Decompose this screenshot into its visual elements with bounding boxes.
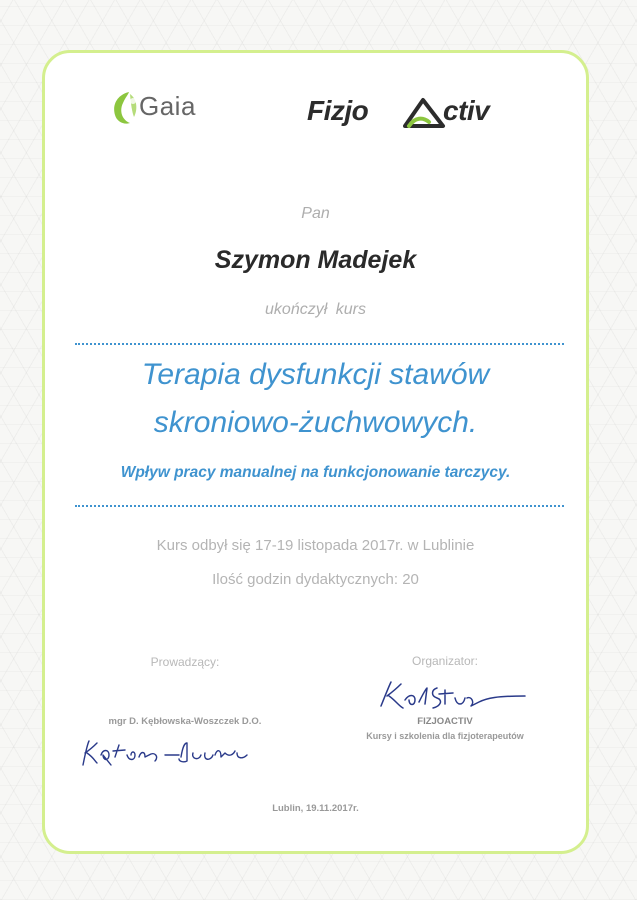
course-subtitle: Wpływ pracy manualnej na funkcjonowanie tarczycy.: [120, 464, 511, 481]
course-hours: Ilość godzin dydaktycznych: 20: [212, 571, 419, 588]
leader-name: mgr D. Kębłowska-Woszczek D.O.: [108, 716, 262, 727]
completed-label: ukończył kurs: [265, 301, 366, 318]
gaia-leaf-icon: [109, 89, 141, 127]
fizjoactiv-logo-text-left: Fizjo: [307, 95, 369, 126]
issue-date: Lublin, 19.11.2017r.: [272, 803, 359, 814]
organizer-label: Organizator:: [411, 654, 479, 668]
course-title-line-1: Terapia dysfunkcji stawów: [141, 358, 490, 391]
leader-signature: [75, 735, 255, 771]
gaia-logo: [109, 89, 219, 129]
course-title-line-2: skroniowo-żuchwowych.: [153, 406, 478, 439]
organizer-description: Kursy i szkolenia dla fizjoterapeutów: [366, 731, 524, 741]
fizjoactiv-triangle-icon: [401, 97, 447, 129]
fizjoactiv-logo: [307, 93, 547, 133]
fizjoactiv-logo-text-right: ctiv: [443, 95, 490, 126]
recipient-name: Szymon Madejek: [214, 246, 417, 274]
gaia-logo-text: Gaia: [139, 91, 196, 121]
dotted-divider-bottom: [75, 505, 564, 507]
organizer-name: FIZJOACTIV: [417, 716, 473, 727]
organizer-signature: [375, 678, 535, 714]
course-info: Kurs odbył się 17-19 listopada 2017r. w Lublinie: [156, 537, 475, 554]
dotted-divider-top: [75, 343, 564, 345]
certificate-frame: [42, 50, 589, 854]
salutation: Pan: [301, 205, 330, 222]
leader-label: Prowadzący:: [150, 655, 220, 669]
